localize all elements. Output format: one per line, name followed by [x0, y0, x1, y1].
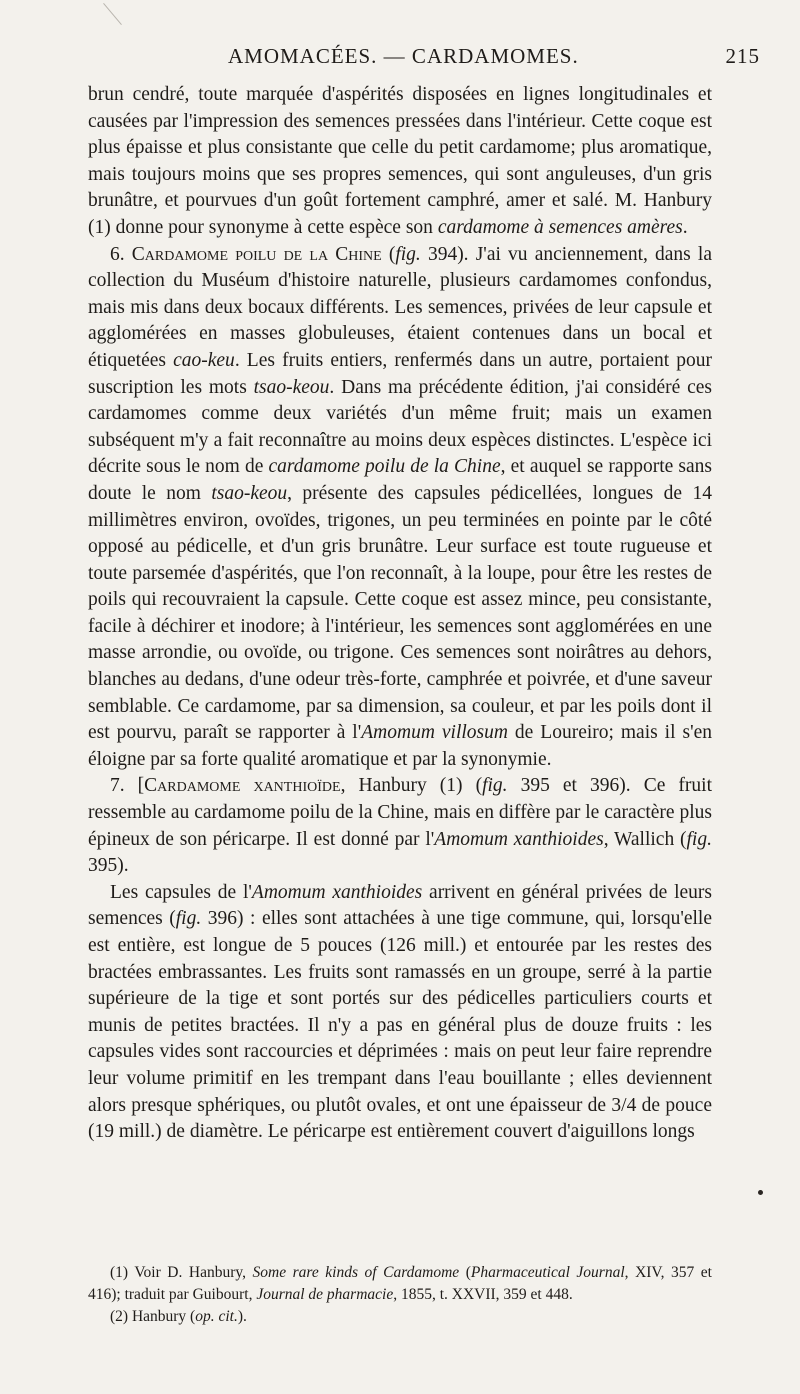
text-run: arrivent en général privées de leurs semences ( — [88, 881, 712, 930]
italic-run: cao-keu — [173, 349, 235, 371]
italic-run: tsao-keou — [253, 376, 330, 398]
italic-run: tsao-keou — [211, 482, 288, 504]
text-run: , présente des capsules pédicellées, longues de 14 millimètres environ, ovoïdes, trigones, un peu terminées en pointe par le côté opposé au pédicelle, et d'un gris brunâtre. Leur surface est toute rugueuse et toute parsemée d'aspérités, que l'on reconnaît, à la loupe, pour être les restes de poils qui recouvraient la capsule. Cette coque est assez mince, peu consistante, facile à déchirer et inodore; à l'intérieur, les semences sont agglomérées en une masse arrondie, ou ovoïde, ou trigone. Ces semences sont noirâtres au dehors, blanches au dedans, d'une odeur très-forte, camphrée et poivrée, et d'une saveur semblable. Ce cardamome, par sa dimension, sa couleur, et par les poils dont il est pourvu, paraît se rapporter à l' — [88, 482, 712, 744]
text-run: (2) Hanbury ( — [110, 1308, 196, 1325]
text-run: . Dans ma précédente édition, j'ai considéré ces cardamomes comme deux variétés d'un même fruit; mais un examen subséquent m'y a fait reconnaître au moins deux espèces distinctes. L'espèce ici décrite sous le nom de — [88, 376, 712, 478]
paragraph — [88, 773, 712, 879]
text-run: brun cendré, toute marquée d'aspérités disposées en lignes longitudinales et causées par l'impression des semences pressées dans l'intérieur. Cette coque est plus épaisse et plus consistante que celle du petit cardamome; plus aromatique, mais toujours moins que ses propres semences, qui sont anguleuses, d'un gris brunâtre, et pourvues d'un goût fortement camphré, amer et salé. M. Hanbury (1) donne pour synonyme à cette espèce son — [88, 84, 712, 238]
italic-run: Amomum xanthioides — [251, 881, 423, 903]
paragraph — [88, 242, 712, 774]
text-run: ( — [459, 1264, 471, 1281]
footnote — [88, 1262, 712, 1306]
italic-run: Some rare kinds of Cardamome — [252, 1264, 460, 1281]
italic-run: cardamome à semences amères — [437, 216, 683, 238]
footnotes — [88, 1262, 712, 1328]
text-run: , et auquel se rapporte sans doute le nom — [88, 456, 713, 504]
italic-run: fig. — [686, 828, 712, 850]
text-run: 395). — [88, 855, 129, 877]
italic-run: Amomum xanthioides — [434, 828, 604, 850]
text-run: Les capsules de l' — [110, 881, 252, 903]
margin-dot — [758, 1190, 763, 1195]
italic-run: fig. — [482, 775, 508, 797]
text-run: ( — [381, 243, 396, 265]
page-fold-mark — [103, 3, 122, 25]
text-run: 6. — [110, 243, 132, 265]
text-run: . Les fruits entiers, renfermés dans un autre, portaient pour suscription les mots — [88, 349, 713, 398]
footnote — [88, 1306, 712, 1328]
paragraph — [88, 82, 712, 242]
italic-run: fig. — [175, 908, 202, 930]
text-run: 394). J'ai vu anciennement, dans la collection du Muséum d'histoire naturelle, plusieurs cardamomes confondus, mais mis dans deux bocaux différents. Les semences, privées de leur capsule et agglomérées en masses globuleuses, étaient contenues dans un bocal et étiquetées — [88, 243, 712, 371]
text-run: ). — [237, 1308, 247, 1325]
text-run: (1) Voir D. Hanbury, — [110, 1264, 253, 1281]
italic-run: fig. — [395, 243, 421, 265]
italic-run: cardamome poilu de la Chine — [268, 456, 501, 478]
text-run: 396) : elles sont attachées à une tige commune, qui, lorsqu'elle est entière, est longue de 5 pouces (126 mill.) et entourée par les restes des bractées embrassantes. Les fruits sont ramassés en un groupe, serré à la partie supérieure de la tige et sont portés sur des pédicelles particuliers courts et munis de petites bractées. Il n'y a pas en général plus de douze fruits : les capsules vides sont raccourcies et déprimées : mais on peut leur faire reprendre leur volume primitif en les trempant dans l'eau bouillante ; elles deviennent alors presque sphériques, ou plutôt ovales, et ont une épaisseur de 3/4 de pouce (19 mill.) de diamètre. Le péricarpe est entièrement couvert d'aiguillons longs — [88, 908, 712, 1143]
text-run: . — [682, 216, 688, 238]
paragraph — [88, 880, 712, 1146]
italic-run: op. cit. — [195, 1308, 238, 1325]
running-title: AMOMACÉES. — CARDAMOMES. — [228, 44, 579, 68]
text-run: , XIV, 357 et 416); traduit par Guibourt, — [88, 1264, 712, 1303]
small-caps-run: Cardamome poilu de la Chine — [131, 243, 382, 265]
text-run: , Wallich ( — [603, 828, 687, 850]
page-header — [90, 44, 760, 74]
text-run: , Hanbury (1) ( — [340, 775, 483, 797]
text-run: de Loureiro; mais il s'en éloigne par sa forte qualité aromatique et par la synonymie. — [88, 722, 712, 770]
small-caps-run: 7. [Cardamome xanthioïde — [110, 775, 341, 797]
text-run: 395 et 396). Ce fruit ressemble au cardamome poilu de la Chine, mais en diffère par le caractère plus épineux de son péricarpe. Il est donné par l' — [88, 775, 712, 850]
text-run: , 1855, t. XXVII, 359 et 448. — [393, 1286, 573, 1303]
page-number: 215 — [725, 44, 760, 68]
italic-run: Amomum villosum — [361, 722, 508, 744]
body-text — [88, 82, 712, 1146]
italic-run: Journal de pharmacie — [256, 1286, 394, 1303]
italic-run: Pharmaceutical Journal — [470, 1264, 625, 1281]
